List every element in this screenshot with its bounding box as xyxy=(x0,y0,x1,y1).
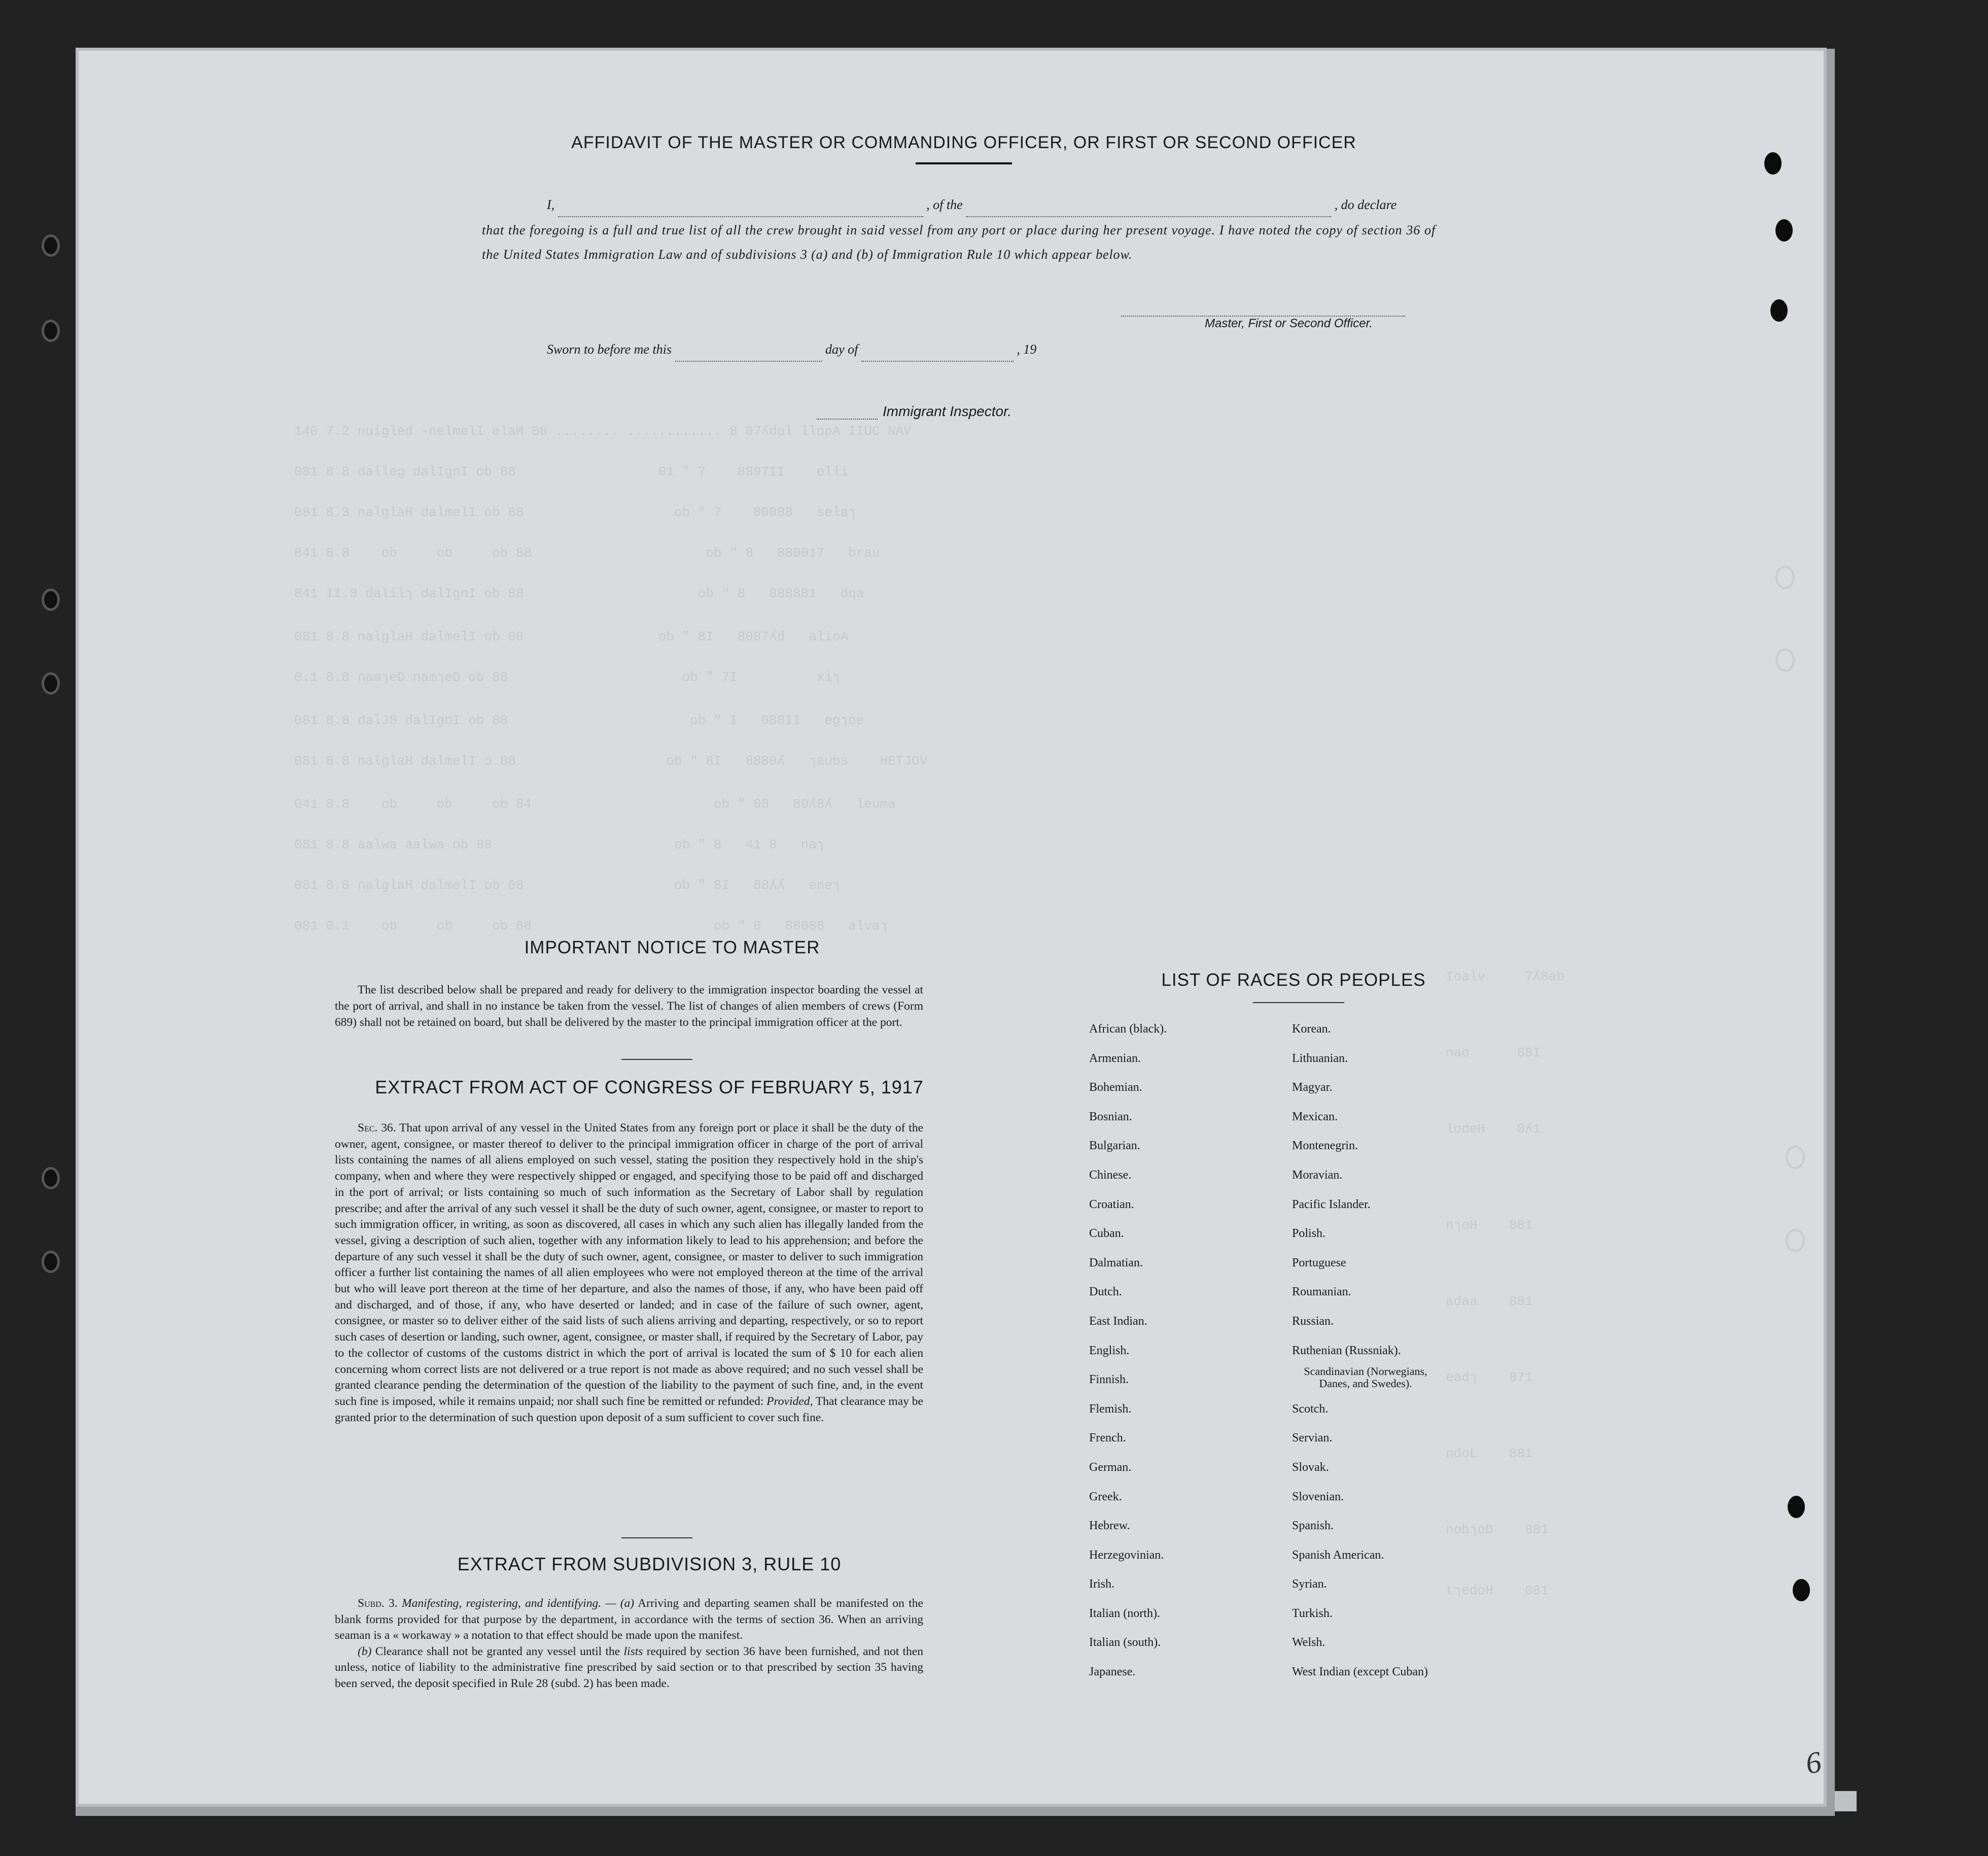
rule-para-a: Arriving and departing seamen shall be manifested on the blank forms provided for that purpose by the department, in accordance with the terms of section 36. When an arriving seaman is a « workaway » a notation to that effect should be made upon the manifest. xyxy=(335,1597,923,1642)
bleed-through-text: 081 8.8 nalglaH dalmelI ob 08 ob " 8I 8087ʎd alioA xyxy=(294,629,849,644)
races-column-2 xyxy=(1292,1015,1439,1687)
race-item: German. xyxy=(1089,1460,1132,1474)
affidavit-title: AFFIDAVIT OF THE MASTER OR COMMANDING OFFICER, OR FIRST OR SECOND OFFICER xyxy=(571,133,1356,152)
race-item: Bohemian. xyxy=(1089,1081,1142,1094)
race-item: French. xyxy=(1089,1431,1126,1445)
sworn-label: Sworn to before me this xyxy=(547,342,672,357)
race-item: Italian (south). xyxy=(1089,1636,1161,1649)
rule-para-b-lists: lists xyxy=(623,1644,643,1658)
race-item: Ruthenian (Russniak). xyxy=(1292,1344,1401,1357)
race-item: Bosnian. xyxy=(1089,1110,1132,1123)
binder-hole xyxy=(1775,219,1793,242)
year-label: , 19 xyxy=(1017,342,1037,357)
notice-paragraph: The list described below shall be prepared and ready for delivery to the immigration inspector boarding the vessel at the port of arrival, and shall in no instance be taken from the vessel. The list of changes of alien members of crews (Form 689) shall not be retained on board, but shall be delivered by the master to the principal immigration officer at the port. xyxy=(335,983,923,1029)
divider xyxy=(916,162,1012,164)
race-item: Chinese. xyxy=(1089,1168,1132,1182)
races-column-1 xyxy=(1089,1015,1167,1687)
rule-para-b-pre: Clearance shall not be granted any vessel until the xyxy=(375,1644,620,1658)
binder-hole xyxy=(1775,648,1795,672)
act-section-label: Sec. 36. xyxy=(358,1121,396,1135)
rule-text xyxy=(335,1596,923,1692)
rule-title: EXTRACT FROM SUBDIVISION 3, RULE 10 xyxy=(457,1554,842,1574)
act-proviso-label: Provided, xyxy=(766,1394,813,1408)
divider xyxy=(1253,1002,1344,1003)
race-item: Slovak. xyxy=(1292,1460,1329,1474)
bleed-through-text: 0.1 8.8 namɿeD namɿeD ob 88 ob " 7I xiɿ xyxy=(294,670,841,685)
race-item: African (black). xyxy=(1089,1022,1167,1036)
race-item: West Indian (except Cuban) xyxy=(1292,1665,1428,1679)
sworn-line xyxy=(547,337,1257,362)
sworn-month-blank[interactable] xyxy=(861,361,1014,362)
bleed-through-text: nao 88I xyxy=(1446,1045,1541,1060)
binder-hole xyxy=(1786,1229,1805,1252)
race-item: Herzegovinian. xyxy=(1089,1548,1164,1562)
race-item: Servian. xyxy=(1292,1431,1333,1445)
race-item: English. xyxy=(1089,1344,1130,1357)
bleed-through-text: 081 8.8 aalwa aalwa ob 88 ob " 8 41 8 naɿ xyxy=(294,837,825,852)
notice-text xyxy=(335,982,923,1030)
act-text xyxy=(335,1120,923,1426)
binder-hole xyxy=(42,589,60,611)
race-item: Croatian. xyxy=(1089,1197,1134,1211)
races-title: LIST OF RACES OR PEOPLES xyxy=(1161,970,1426,990)
rule-subd-heading: Manifesting, registering, and identifying. xyxy=(402,1597,602,1610)
race-item: Russian. xyxy=(1292,1314,1334,1328)
race-item: Bulgarian. xyxy=(1089,1139,1140,1153)
race-item: Roumanian. xyxy=(1292,1285,1351,1299)
bleed-through-text: 081 0.1 ob ob ob 88 ob " 8 88088 alvaɿ xyxy=(294,918,888,934)
bleed-through-text: lodeH 0ʎ1 xyxy=(1446,1121,1541,1137)
binder-hole xyxy=(1764,152,1782,175)
master-signature-label: Master, First or Second Officer. xyxy=(1205,317,1373,330)
race-item: East Indian. xyxy=(1089,1314,1147,1328)
inspector-signature-line[interactable] xyxy=(817,419,878,420)
race-item: Mexican. xyxy=(1292,1110,1338,1123)
act-title: EXTRACT FROM ACT OF CONGRESS OF FEBRUARY 5, 1917 xyxy=(375,1077,924,1097)
race-item: Pacific Islander. xyxy=(1292,1197,1371,1211)
race-item: Hebrew. xyxy=(1089,1519,1130,1533)
race-item: Irish. xyxy=(1089,1577,1114,1591)
bleed-through-text: 081 8.8 nalglaH dalmelI ob 08 ob " 8I 88ʎʎ eneɿ xyxy=(294,878,841,893)
bleed-through-text: ndoL 881 xyxy=(1446,1446,1533,1461)
binder-hole xyxy=(1770,299,1788,322)
binder-hole xyxy=(1793,1579,1810,1601)
race-item: Welsh. xyxy=(1292,1636,1326,1649)
vessel-blank[interactable] xyxy=(966,216,1331,217)
race-item: Italian (north). xyxy=(1089,1606,1160,1620)
bleed-through-text: 841 8.8 ob ob ob 88 ob " 8 880017 brau xyxy=(294,545,880,561)
bleed-through-text: nobɿoD 881 xyxy=(1446,1522,1549,1537)
bleed-through-text: 081 8.8 dalJ8 dalIgnI ob 88 ob " I 088II egɿoe xyxy=(294,713,864,728)
act-proviso-text: That clearance may be granted prior to the determination of such question upon deposit of a sum sufficient to cover such fine. xyxy=(335,1394,923,1424)
bleed-through-text: 081 8.8 nalglaH dalmelI ɔ 88 ob " 8I 8880ʎ ɿaubs HETJOV xyxy=(294,753,928,769)
race-item: Polish. xyxy=(1292,1227,1326,1241)
affidavit-i-label: I, xyxy=(547,197,555,212)
race-item: Scandinavian (Norwegians, Danes, and Swedes). xyxy=(1304,1365,1427,1390)
inspector-label: Immigrant Inspector. xyxy=(883,403,1012,419)
binder-hole xyxy=(42,320,60,342)
bleed-through-text: 041 8.8 ob ob ob 84 ob " 08 80ʎ8ʎ leuma xyxy=(294,797,896,812)
page-number: 6 xyxy=(1803,1744,1824,1781)
divider xyxy=(621,1537,692,1538)
day-of-label: day of xyxy=(825,342,858,357)
race-item: Spanish. xyxy=(1292,1519,1334,1533)
binder-hole xyxy=(42,672,60,695)
bleed-through-text: adaa 881 xyxy=(1446,1294,1533,1309)
race-item: Slovenian. xyxy=(1292,1490,1344,1503)
name-blank[interactable] xyxy=(558,216,923,217)
rule-para-a-label: — (a) xyxy=(605,1597,635,1610)
race-item: Scotch. xyxy=(1292,1402,1329,1416)
bleed-through-text: 081 8.8 dalleg dalIgnI ob 88 01 " 7 8897II elli xyxy=(294,464,849,479)
bleed-through-text: 081 8.3 nalglaH dalmelI ob 88 ob " 7 80088 selaɿ xyxy=(294,505,856,520)
binder-hole xyxy=(42,1167,60,1189)
race-item: Turkish. xyxy=(1292,1606,1333,1620)
affidavit-declare-label: , do declare xyxy=(1334,197,1397,212)
race-item: Japanese. xyxy=(1089,1665,1136,1679)
binder-hole xyxy=(1786,1146,1805,1169)
race-item: Greek. xyxy=(1089,1490,1122,1503)
race-item: Armenian. xyxy=(1089,1051,1141,1065)
race-item: Moravian. xyxy=(1292,1168,1343,1182)
race-item: Magyar. xyxy=(1292,1081,1333,1094)
binder-hole xyxy=(42,234,60,257)
binder-hole xyxy=(1775,566,1795,589)
rule-subd-label: Subd. 3. xyxy=(358,1597,398,1610)
bleed-through-text: tɿedoH 081 xyxy=(1446,1583,1549,1598)
race-item: Syrian. xyxy=(1292,1577,1327,1591)
bleed-through-text: 140 7.2 nuigled -nelmelI elaM 08 ........ ............ 8 07ʎdol llopA IIUC NAV xyxy=(294,424,912,439)
affidavit-declaration-line xyxy=(547,193,1440,217)
bleed-through-text: eadɿ 871 xyxy=(1446,1370,1533,1385)
race-item: Dalmatian. xyxy=(1089,1256,1143,1269)
act-body: That upon arrival of any vessel in the United States from any foreign port or place it shall be the duty of the owner, agent, consignee, or master thereof to deliver to the principal immigration officer in charge of the port of arrival lists containing the names of all aliens employed on such vessel, stating the position they respectively hold in the ship's company, when and where they were respectively shipped or engaged, and specifying those to be paid off and discharged in the port of arrival; or lists containing so much of such information as the Secretary of Labor shall by regulation prescribe; and after the arrival of any such vessel it shall be the duty of such owner, agent, consignee, or master to report to such immigration officer, in writing, as soon as discovered, all cases in which any such alien has illegally landed from the vessel, giving a description of such alien, together with any information likely to lead to his apprehension; and before the departure of any such vessel it shall be the duty of such owner, agent, consignee, or master to deliver to such immigration officer a further list containing the names of all alien employees who were not employed thereon at the time of the arrival but who will leave port thereon at the time of her departure, and also the names of those, if any, who have been paid off and discharged, and of those, if any, who have deserted or landed; and in case of the failure of such owner, agent, consignee, or master so to deliver either of the said lists of such aliens arriving and departing, respectively, or so to report such cases of desertion or landing, such owner, agent, consignee, or master shall, if required by the Secretary of Labor, pay to the collector of customs of the customs district in which the port of arrival is located the sum of $ 10 for each alien concerning whom correct lists are not delivered or a true report is not made as above required; and no such vessel shall be granted clearance pending the determination of the question of the liability to the payment of such fine, and, in the event such fine is imposed, while it remains unpaid; nor shall such fine be remitted or refunded: xyxy=(335,1121,924,1408)
affidavit-of-the-label: , of the xyxy=(926,197,963,212)
race-item: Dutch. xyxy=(1089,1285,1122,1299)
affidavit-body: that the foregoing is a full and true list of all the crew brought in said vessel from any port or place during her present voyage. I have noted the copy of section 36 of the United States Immigration Law and of subdivisions 3 (a) and (b) of Immigration Rule 10 which appear below. xyxy=(482,223,1436,262)
binder-hole xyxy=(42,1251,60,1273)
sworn-day-blank[interactable] xyxy=(675,361,822,362)
race-item: Spanish American. xyxy=(1292,1548,1384,1562)
rule-para-b-label: (b) xyxy=(358,1644,372,1658)
binder-hole xyxy=(1788,1496,1805,1518)
race-item: Portuguese xyxy=(1292,1256,1346,1269)
bleed-through-text: Ioalv 7ʎ8ab xyxy=(1446,969,1565,984)
bleed-through-text: nɿoH 881 xyxy=(1446,1218,1533,1233)
race-item: Finnish. xyxy=(1089,1373,1129,1387)
divider xyxy=(621,1059,692,1060)
rule-para-b-post: required by section 36 have been furnished, and not then unless, notice of liability to the administrative fine prescribed by said section or to that prescribed by section 35 having been served, the deposit specified in Rule 28 (subd. 2) has been made. xyxy=(335,1644,923,1690)
bleed-through-text: 841 II.8 dalilɿ dalIgnI ob 88 ob " 8 888881 dqa xyxy=(294,586,864,601)
race-item: Montenegrin. xyxy=(1292,1139,1358,1153)
notice-title: IMPORTANT NOTICE TO MASTER xyxy=(524,938,820,957)
race-item: Lithuanian. xyxy=(1292,1051,1348,1065)
race-item: Cuban. xyxy=(1089,1227,1124,1241)
race-item: Korean. xyxy=(1292,1022,1331,1036)
race-item: Flemish. xyxy=(1089,1402,1132,1416)
